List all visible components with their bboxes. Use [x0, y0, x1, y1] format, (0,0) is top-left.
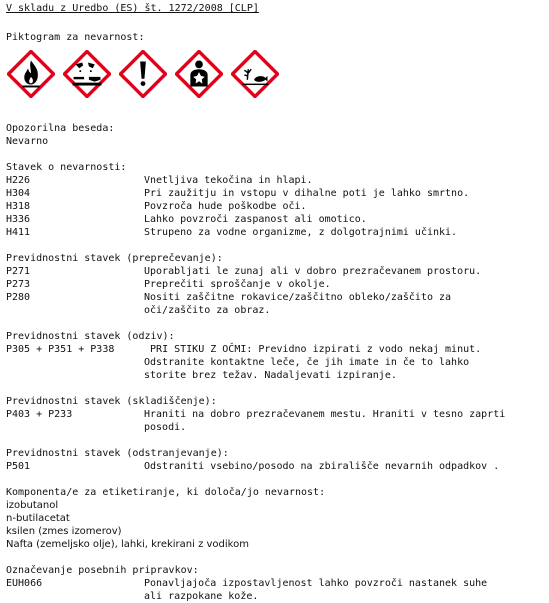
- health-hazard-icon: [175, 50, 223, 98]
- statement-row: [6, 174, 544, 187]
- corrosion-icon: [63, 50, 111, 98]
- statement-row: [6, 265, 544, 278]
- statement-row: [6, 408, 544, 434]
- statement-row: [6, 278, 544, 291]
- statement-text: PRI STIKU Z OČMI: Previdno izpirati z vodo nekaj minut. Odstranite kontaktne leče, če jih imate in če to lahko storite brez težav. Nadaljevati izpiranje.: [144, 344, 482, 381]
- disposal-statements: [6, 447, 544, 473]
- storage-statements: [6, 395, 544, 434]
- flame-icon: [7, 50, 55, 98]
- statement-row: [6, 226, 544, 239]
- statement-text: Pri zaužitju in vstopu v dihalne poti je lahko smrtno.: [144, 188, 470, 199]
- component-item: Nafta (zemeljsko olje), lahki, krekirani z vodikom: [6, 539, 249, 550]
- hazard-statements: [6, 161, 544, 239]
- response-label: Previdnostni stavek (odziv):: [6, 331, 175, 342]
- statement-text: Lahko povzroči zaspanost ali omotico.: [144, 214, 367, 225]
- exclamation-icon: [119, 50, 167, 98]
- signal-word-label: Opozorilna beseda:: [6, 123, 115, 134]
- statement-text: Uporabljati le zunaj ali v dobro prezračevanem prostoru.: [144, 266, 482, 277]
- pictogram-row: [7, 50, 544, 100]
- prevention-label: Previdnostni stavek (preprečevanje):: [6, 253, 223, 264]
- special-label: Označevanje posebnih pripravkov:: [6, 565, 199, 576]
- statement-text: Ponavljajoča izpostavljenost lahko povzroči nastanek suhe ali razpokane kože.: [144, 578, 488, 602]
- statement-code: P501: [6, 461, 31, 472]
- component-item: ksilen (zmes izomerov): [6, 526, 122, 537]
- environment-icon: [231, 50, 279, 98]
- signal-word-value: Nevarno: [6, 136, 49, 147]
- statement-text: Preprečiti sproščanje v okolje.: [144, 279, 331, 290]
- statement-text: Vnetljiva tekočina in hlapi.: [144, 175, 313, 186]
- statement-code: H226: [6, 175, 31, 186]
- label-document: [6, 2, 544, 603]
- statement-code: P273: [6, 279, 31, 290]
- statement-code: P403 + P233: [6, 409, 73, 420]
- statement-code: H411: [6, 227, 31, 238]
- statement-row: [6, 187, 544, 200]
- hazard-label: Stavek o nevarnosti:: [6, 162, 127, 173]
- statement-code: H318: [6, 201, 31, 212]
- document-title: V skladu z Uredbo (ES) št. 1272/2008 [CLP]: [6, 3, 259, 14]
- statement-code: H304: [6, 188, 31, 199]
- components-label: Komponenta/e za etiketiranje, ki določa/jo nevarnost:: [6, 487, 326, 498]
- statement-text: Povzroča hude poškodbe oči.: [144, 201, 307, 212]
- signal-word-section: [6, 122, 544, 148]
- component-item: izobutanol: [6, 500, 59, 511]
- statement-text: Nositi zaščitne rokavice/zaščitno obleko/zaščito za oči/zaščito za obraz.: [144, 292, 452, 316]
- pictogram-label: Piktogram za nevarnost:: [6, 32, 145, 43]
- statement-code: P305 + P351 + P338: [6, 344, 115, 355]
- statement-row: [6, 577, 544, 603]
- statement-code: EUH066: [6, 578, 43, 589]
- special-labelling-section: [6, 564, 544, 603]
- statement-text: Odstraniti vsebino/posodo na zbirališče nevarnih odpadkov .: [144, 461, 500, 472]
- statement-row: [6, 200, 544, 213]
- disposal-label: Previdnostni stavek (odstranjevanje):: [6, 448, 229, 459]
- statement-code: P271: [6, 266, 31, 277]
- prevention-statements: [6, 252, 544, 317]
- components-section: [6, 486, 544, 551]
- statement-row: [6, 213, 544, 226]
- statement-row: [6, 291, 544, 317]
- statement-code: P280: [6, 292, 31, 303]
- statement-text: Strupeno za vodne organizme, z dolgotrajnimi učinki.: [144, 227, 458, 238]
- statement-row: [6, 460, 544, 473]
- statement-code: H336: [6, 214, 31, 225]
- statement-text: Hraniti na dobro prezračevanem mestu. Hraniti v tesno zaprti posodi.: [144, 409, 506, 433]
- response-statements: [6, 330, 544, 382]
- statement-row: [6, 343, 544, 382]
- storage-label: Previdnostni stavek (skladiščenje):: [6, 396, 217, 407]
- component-item: n-butilacetat: [6, 513, 70, 524]
